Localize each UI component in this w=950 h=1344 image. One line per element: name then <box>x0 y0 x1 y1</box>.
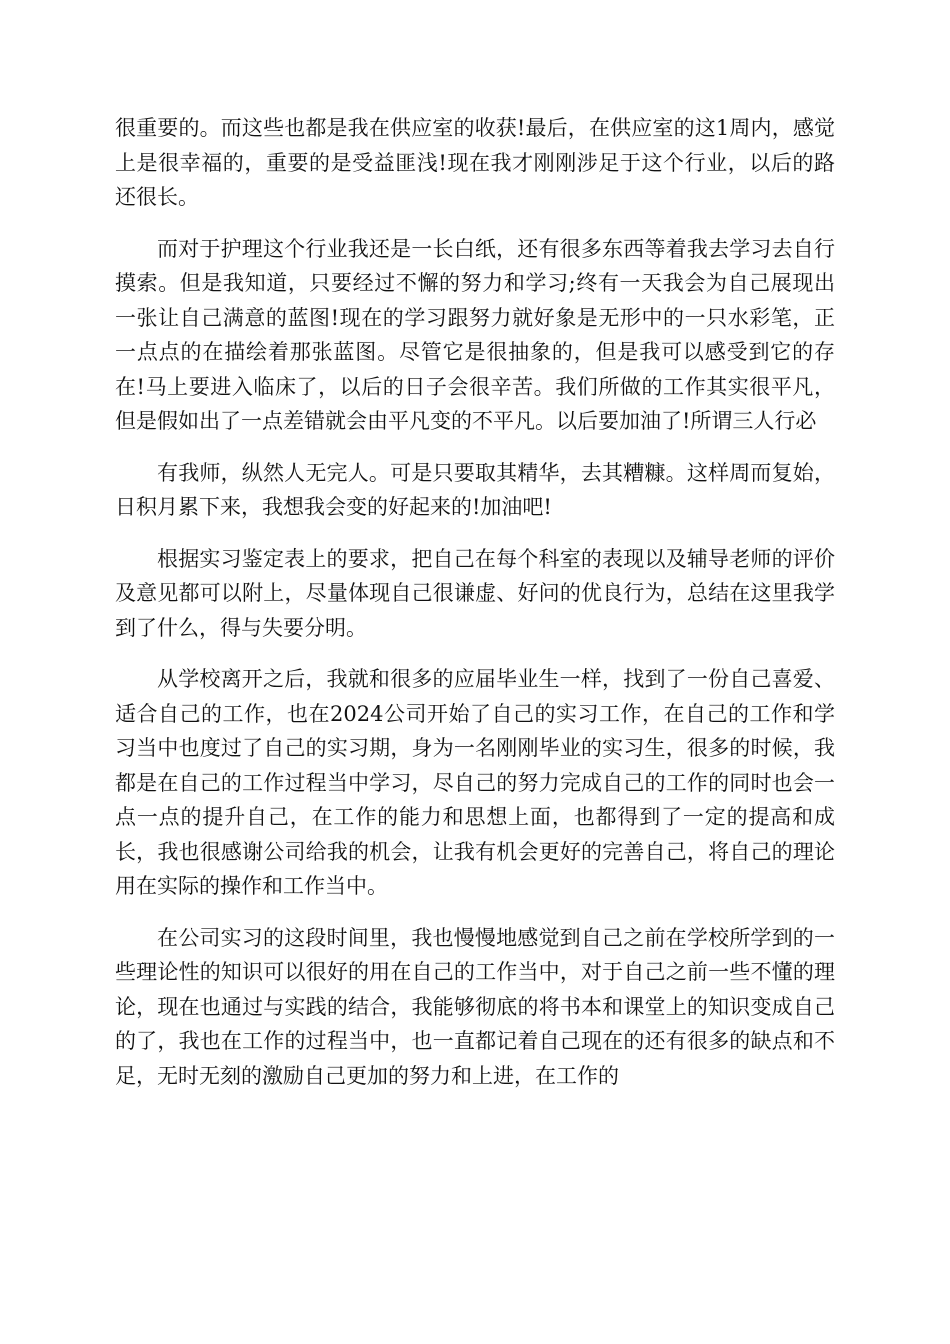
document-page <box>115 111 835 1110</box>
paragraph-5: 从学校离开之后，我就和很多的应届毕业生一样，找到了一份自己喜爱、适合自己的工作，也在2024公司开始了自己的实习工作，在自己的工作和学习当中也度过了自己的实习期，身为一名刚刚毕业的实习生，很多的时候，我都是在自己的工作过程当中学习，尽自己的努力完成自己的工作的同时也会一点一点的提升自己，在工作的能力和思想上面，也都得到了一定的提高和成长，我也很感谢公司给我的机会，让我有机会更好的完善自己，将自己的理论用在实际的操作和工作当中。 <box>115 667 835 898</box>
paragraph-1: 很重要的。而这些也都是我在供应室的收获!最后，在供应室的这1周内，感觉上是很幸福的，重要的是受益匪浅!现在我才刚刚涉足于这个行业，以后的路还很长。 <box>115 116 835 209</box>
paragraph-2: 而对于护理这个行业我还是一长白纸，还有很多东西等着我去学习去自行摸索。但是我知道，只要经过不懈的努力和学习;终有一天我会为自己展现出一张让自己满意的蓝图!现在的学习跟努力就好象是无形中的一只水彩笔，正一点点的在描绘着那张蓝图。尽管它是很抽象的，但是我可以感受到它的存在!马上要进入临床了，以后的日子会很辛苦。我们所做的工作其实很平凡，但是假如出了一点差错就会由平凡变的不平凡。以后要加油了!所谓三人行必 <box>115 236 835 433</box>
paragraph-3: 有我师，纵然人无完人。可是只要取其精华，去其糟糠。这样周而复始，日积月累下来，我想我会变的好起来的!加油吧! <box>115 460 835 519</box>
paragraph-4: 根据实习鉴定表上的要求，把自己在每个科室的表现以及辅导老师的评价及意见都可以附上，尽量体现自己很谦虚、好问的优良行为，总结在这里我学到了什么，得与失要分明。 <box>115 546 835 640</box>
paragraph-6: 在公司实习的这段时间里，我也慢慢地感觉到自己之前在学校所学到的一些理论性的知识可以很好的用在自己的工作当中，对于自己之前一些不懂的理论，现在也通过与实践的结合，我能够彻底的将书本和课堂上的知识变成自己的了，我也在工作的过程当中，也一直都记着自己现在的还有很多的缺点和不足，无时无刻的激励自己更加的努力和上进，在工作的 <box>115 925 835 1088</box>
